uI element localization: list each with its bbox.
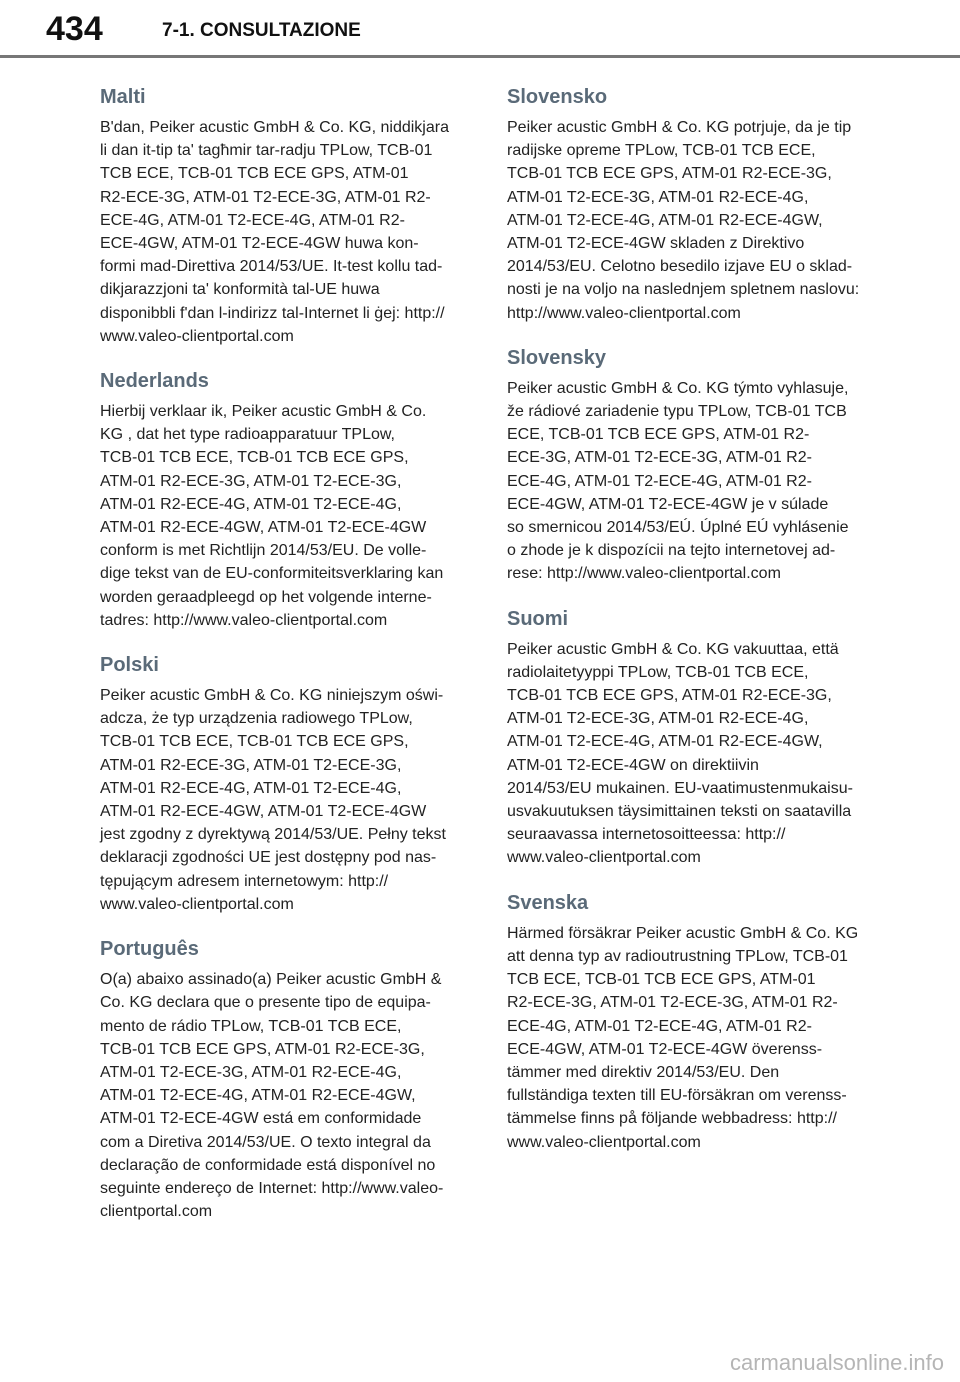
section-suomi — [507, 606, 869, 870]
section-body: Peiker acustic GmbH & Co. KG niniejszym oświ- adcza, że typ urządzenia radiowego TPLow, TCB-01 TCB ECE, TCB-01 TCB ECE GPS, ATM-01 R2-ECE-3G, ATM-01 T2-ECE-3G, ATM-01 R2-ECE-4G, ATM-01 T2-ECE-4G, ATM-01 R2-ECE-4GW, ATM-01 T2-ECE-4GW jest zgodny z dyrektywą 2014/53/UE. Pełny tekst deklaracji zgodności UE jest dostępny pod nas- tępującym adresem internetowym: http:// www.valeo-clientportal.com — [100, 687, 446, 913]
page-header — [0, 0, 960, 60]
section-polski — [100, 652, 472, 916]
section-svenska — [507, 890, 869, 1154]
header-rule — [0, 55, 960, 58]
page-number: 434 — [46, 10, 103, 48]
section-nederlands — [100, 368, 472, 632]
section-slovensko — [507, 84, 869, 325]
section-body: Peiker acustic GmbH & Co. KG týmto vyhlasuje, že rádiové zariadenie typu TPLow, TCB-01 TCB ECE, TCB-01 TCB ECE GPS, ATM-01 R2- ECE-3G, ATM-01 T2-ECE-3G, ATM-01 R2- ECE-4G, ATM-01 T2-ECE-4G, ATM-01 R2- ECE-4GW, ATM-01 T2-ECE-4GW je v súlade so smernicou 2014/53/EÚ. Úplné EÚ vyhlásenie o zhode je k dispozícii na tejto internetovej ad- rese: http://www.valeo-clientportal.com — [507, 379, 849, 583]
section-heading: Slovensko — [507, 86, 608, 108]
section-heading: Suomi — [507, 607, 569, 630]
section-body: Peiker acustic GmbH & Co. KG potrjuje, da je tip radijske opreme TPLow, TCB-01 TCB ECE, TCB-01 TCB ECE GPS, ATM-01 R2-ECE-3G, ATM-01 T2-ECE-3G, ATM-01 R2-ECE-4G, ATM-01 T2-ECE-4G, ATM-01 R2-ECE-4GW, ATM-01 T2-ECE-4GW skladen z Direktivo 2014/53/EU. Celotno besedilo izjave EU o sklad- nosti je na voljo na naslednjem spletnem naslovu: http://www.valeo-clientportal.com — [507, 119, 860, 322]
left-column — [100, 84, 472, 1243]
watermark: carmanualsonline.info — [729, 1350, 944, 1375]
section-body: Härmed försäkrar Peiker acustic GmbH & Co. KG att denna typ av radioutrustning TPLow, TCB-01 TCB ECE, TCB-01 TCB ECE GPS, ATM-01 R2-ECE-3G, ATM-01 T2-ECE-3G, ATM-01 R2- ECE-4G, ATM-01 T2-ECE-4G, ATM-01 R2- ECE-4GW, ATM-01 T2-ECE-4GW överenss- tämmer med direktiv 2014/53/EU. Den fullständiga texten till EU-försäkran om verenss- tämmelse finns på följande webbadress: http:// www.valeo-clientportal.com — [507, 924, 859, 1151]
section-heading: Português — [100, 938, 199, 961]
section-heading: Malti — [100, 86, 146, 108]
section-body: Hierbij verklaar ik, Peiker acustic GmbH & Co. KG , dat het type radioapparatuur TPLow, TCB-01 TCB ECE, TCB-01 TCB ECE GPS, ATM-01 R2-ECE-3G, ATM-01 T2-ECE-3G, ATM-01 R2-ECE-4G, ATM-01 T2-ECE-4G, ATM-01 R2-ECE-4GW, ATM-01 T2-ECE-4GW conform is met Richtlijn 2014/53/EU. De volle- dige tekst van de EU-conformiteitsverklaring kan worden geraadpleegd op het volgende interne- tadres: http://www.valeo-clientportal.com — [100, 403, 444, 629]
chapter-title: 7-1. CONSULTAZIONE — [162, 20, 361, 41]
section-portugues — [100, 936, 472, 1223]
section-heading: Slovensky — [507, 346, 606, 369]
section-heading: Polski — [100, 654, 159, 677]
section-malti — [100, 84, 472, 348]
section-body: B'dan, Peiker acustic GmbH & Co. KG, niddikjara li dan it-tip ta' tagħmir tar-radju TPLow, TCB-01 TCB ECE, TCB-01 TCB ECE GPS, ATM-01 R2-ECE-3G, ATM-01 T2-ECE-3G, ATM-01 R2- ECE-4G, ATM-01 T2-ECE-4G, ATM-01 R2- ECE-4GW, ATM-01 T2-ECE-4GW huwa kon- formi mad-Direttiva 2014/53/UE. It-test kollu tad- dikjarazzjoni ta' konformità tal-UE huwa disponibbli f'dan l-indirizz tal-Internet li ġej: http:// www.valeo-clientportal.com — [100, 119, 449, 345]
section-slovensky — [507, 345, 869, 586]
right-column — [507, 84, 869, 1174]
section-body: Peiker acustic GmbH & Co. KG vakuuttaa, että radiolaitetyyppi TPLow, TCB-01 TCB ECE, TCB-01 TCB ECE GPS, ATM-01 R2-ECE-3G, ATM-01 T2-ECE-3G, ATM-01 R2-ECE-4G, ATM-01 T2-ECE-4G, ATM-01 R2-ECE-4GW, ATM-01 T2-ECE-4GW on direktiivin 2014/53/EU mukainen. EU-vaatimustenmukaisu- usvakuutuksen täysimittainen teksti on saatavilla seuraavassa internetosoitteessa: http:// www.valeo-clientportal.com — [507, 640, 853, 867]
section-heading: Nederlands — [100, 370, 209, 393]
section-heading: Svenska — [507, 891, 589, 914]
section-body: O(a) abaixo assinado(a) Peiker acustic GmbH & Co. KG declara que o presente tipo de equipa- mento de rádio TPLow, TCB-01 TCB ECE, TCB-01 TCB ECE GPS, ATM-01 R2-ECE-3G, ATM-01 T2-ECE-3G, ATM-01 R2-ECE-4G, ATM-01 T2-ECE-4G, ATM-01 R2-ECE-4GW, ATM-01 T2-ECE-4GW está em conformidade com a Diretiva 2014/53/UE. O texto integral da declaração de conformidade está disponível no seguinte endereço de Internet: http://www.valeo- clientportal.com — [100, 971, 444, 1221]
